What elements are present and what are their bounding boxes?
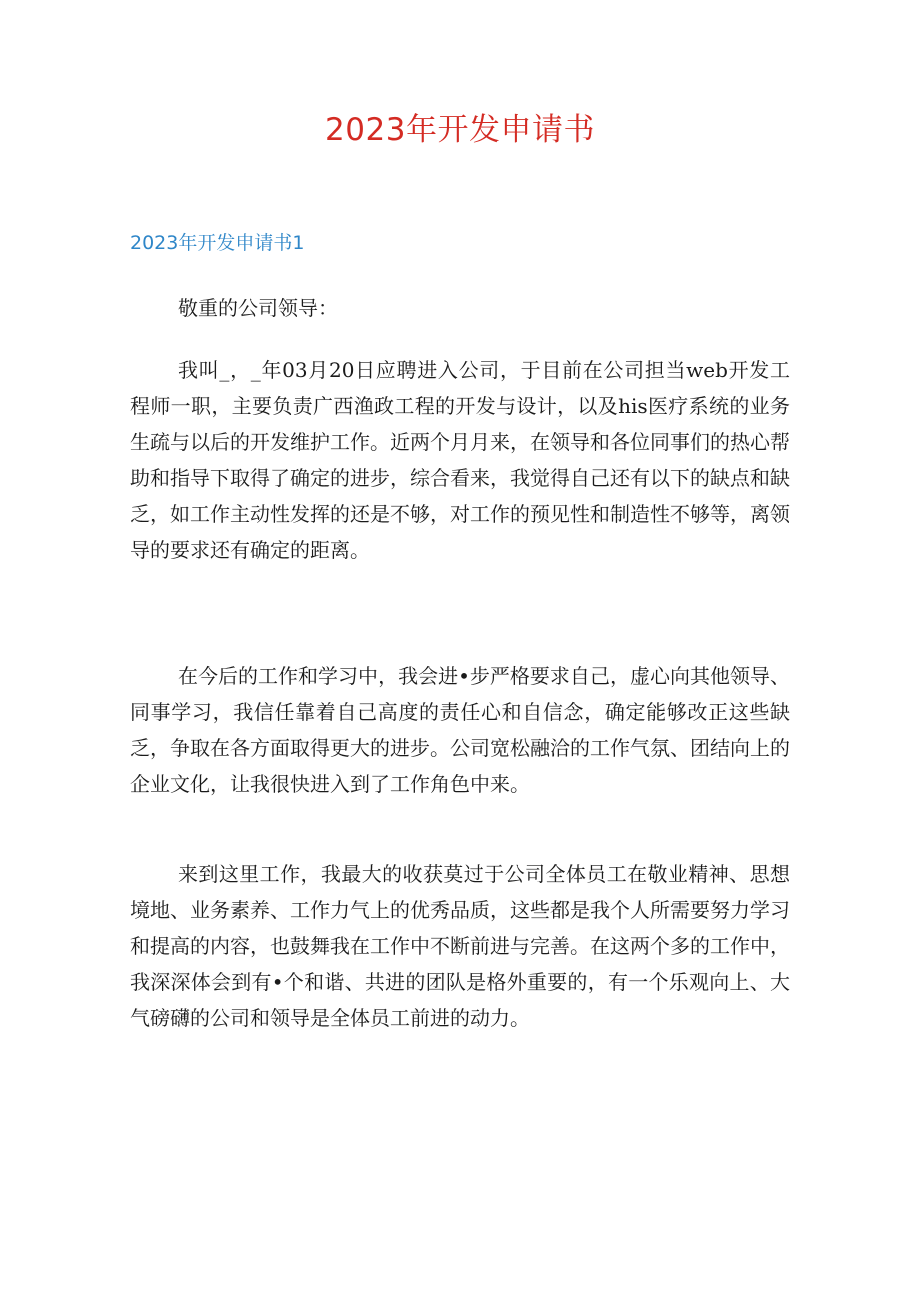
document-title: 2023年开发申请书 (325, 112, 595, 148)
paragraph-2: 在今后的工作和学习中，我会进•步严格要求自己，虚心向其他领导、同事学习，我信任靠着自己高度的责任心和自信念，确定能够改正这些缺乏，争取在各方面取得更大的进步。公司宽松融洽的工作气氛、团结向上的企业文化，让我很快进入到了工作角色中来。 (130, 664, 790, 796)
section-heading: 2023年开发申请书1 (130, 232, 305, 254)
paragraph-3: 来到这里工作，我最大的收获莫过于公司全体员工在敬业精神、思想境地、业务素养、工作力气上的优秀品质，这些都是我个人所需要努力学习和提高的内容，也鼓舞我在工作中不断前进与完善。在这两个多的工作中，我深深体会到有•个和谐、共进的团队是格外重要的，有一个乐观向上、大气磅礴的公司和领导是全体员工前进的动力。 (130, 862, 790, 1030)
salutation: 敬重的公司领导： (178, 296, 338, 320)
paragraph-1: 我叫_，_年03月20日应聘进入公司，于目前在公司担当web开发工程师一职，主要负责广西渔政工程的开发与设计，以及his医疗系统的业务生疏与以后的开发维护工作。近两个月月来，在领导和各位同事们的热心帮助和指导下取得了确定的进步，综合看来，我觉得自己还有以下的缺点和缺乏，如工作主动性发挥的还是不够，对工作的预见性和制造性不够等，离领导的要求还有确定的距离。 (130, 358, 790, 562)
